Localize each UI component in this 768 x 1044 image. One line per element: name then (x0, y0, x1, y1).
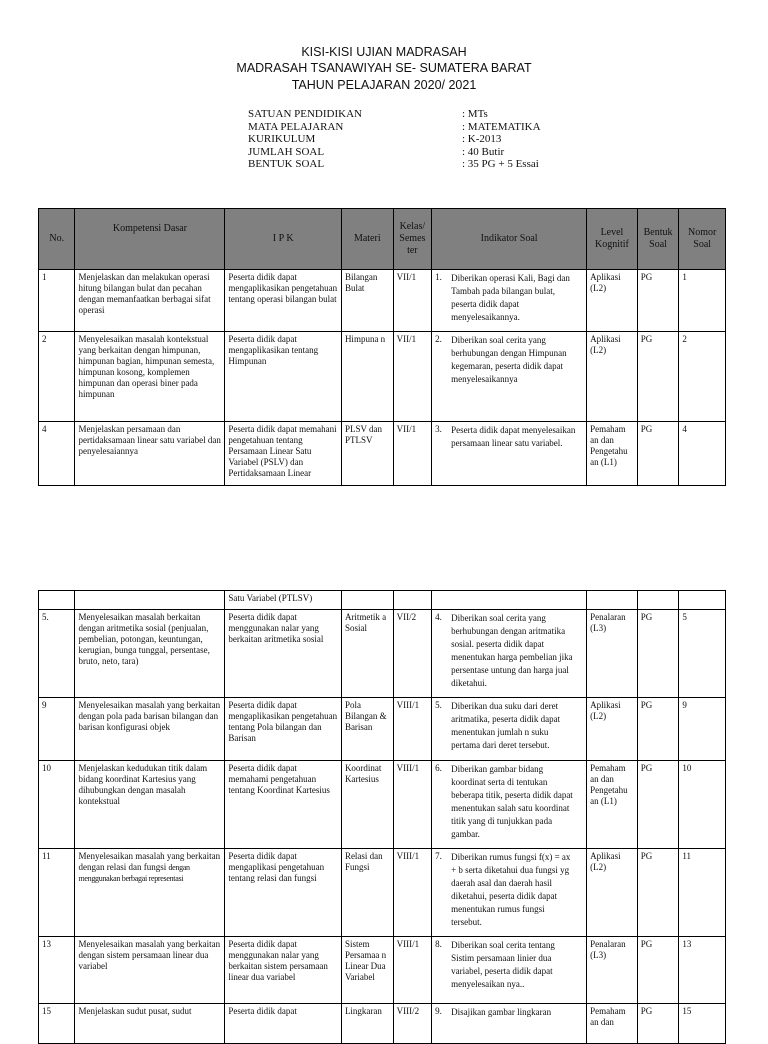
cell-kelas: VII/2 (393, 610, 432, 698)
indicator-text: Diberikan soal cerita yang berhubungan dengan aritmatika sosial. peserta didik dapat menentukan harga pembelian jika persentase untung dan harga jual diketahui. (451, 613, 573, 688)
cell-level: Aplikasi (L2) (587, 698, 638, 761)
cell-bentuk: PG (637, 422, 679, 486)
indicator-number: 5. (435, 700, 442, 710)
info-value: : MTs (462, 108, 488, 120)
cell-no: 15 (39, 1004, 75, 1044)
cell-nomor: 11 (679, 849, 726, 937)
cell-bentuk: PG (637, 698, 679, 761)
cell-ipk: Peserta didik dapat mengaplikasikan pengetahuan tentang Pola bilangan dan Barisan (225, 698, 342, 761)
col-header-indikator: Indikator Soal (432, 209, 587, 270)
cell-indikator (432, 937, 587, 1004)
info-value: : K-2013 (462, 133, 502, 145)
cell-level: Pemaham an dan (587, 1004, 638, 1044)
cell-level: Penalaran (L3) (587, 610, 638, 698)
cell-kelas: VIII/1 (393, 849, 432, 937)
indicator-text: Diberikan soal cerita yang berhubungan dengan Himpunan kegemaran, peserta didik dapat menyelesaikannya (451, 335, 567, 384)
cell-materi: Pola Bilangan & Barisan (341, 698, 393, 761)
cell-materi: Bilangan Bulat (341, 270, 393, 332)
col-header-ipk: I P K (225, 209, 342, 270)
indicator-number: 6. (435, 763, 442, 773)
cell-materi: Koordinat Kartesius (341, 761, 393, 849)
cell-bentuk: PG (637, 332, 679, 422)
cell-kd: Menyelesaikan masalah yang berkaitan dengan sistem persamaan linear dua variabel (75, 937, 225, 1004)
indicator-text: Peserta didik dapat menyelesaikan persamaan linear satu variabel. (451, 425, 576, 448)
cell-indikator (432, 422, 587, 486)
cell-no: 2 (39, 332, 75, 422)
info-label: SATUAN PENDIDIKAN (248, 108, 362, 120)
kd-text: Menyelesaikan masalah yang berkaitan dengan relasi dan fungsi (78, 851, 221, 872)
cell-nomor: 13 (679, 937, 726, 1004)
indicator-number: 7. (435, 851, 442, 861)
indicator-number: 3. (435, 424, 442, 434)
cell-level (587, 591, 638, 610)
cell-level: Penalaran (L3) (587, 937, 638, 1004)
table-row (39, 270, 726, 332)
cell-indikator (432, 610, 587, 698)
cell-bentuk: PG (637, 270, 679, 332)
cell-nomor (679, 591, 726, 610)
cell-no: 4 (39, 422, 75, 486)
cell-ipk: Satu Variabel (PTLSV) (225, 591, 342, 610)
cell-bentuk (637, 591, 679, 610)
info-label: KURIKULUM (248, 133, 316, 145)
indicator-text: Diberikan gambar bidang koordinat serta di tentukan beberapa titik, peserta didik dapat menentukan salah satu koordinat titik yang di tunjukkan pada gambar. (451, 764, 573, 839)
cell-indikator (432, 698, 587, 761)
table-row (39, 849, 726, 937)
cell-nomor: 4 (679, 422, 726, 486)
cell-ipk: Peserta didik dapat mengaplikasi pengetahuan tentang relasi dan fungsi (225, 849, 342, 937)
cell-kd: Menyelesaikan masalah berkaitan dengan aritmetika sosial (penjualan, pembelian, potongan, keuntungan, kerugian, bunga tunggal, persentase, bruto, neto, tara) (75, 610, 225, 698)
cell-ipk: Peserta didik dapat menggunakan nalar yang berkaitan sistem persamaan linear dua variabel (225, 937, 342, 1004)
col-header-nomor: Nomor Soal (679, 209, 726, 270)
table-row (39, 422, 726, 486)
cell-kd: Menjelaskan sudut pusat, sudut (75, 1004, 225, 1044)
indicator-number: 4. (435, 612, 442, 622)
cell-nomor: 15 (679, 1004, 726, 1044)
cell-nomor: 1 (679, 270, 726, 332)
cell-kelas: VIII/2 (393, 1004, 432, 1044)
table-row (39, 937, 726, 1004)
info-label: JUMLAH SOAL (248, 146, 325, 158)
doc-subtitle: MADRASAH TSANAWIYAH SE- SUMATERA BARAT (236, 61, 532, 75)
col-header-no: No. (39, 209, 75, 270)
cell-kd: Menjelaskan dan melakukan operasi hitung bilangan bulat dan pecahan dengan memanfaatkan berbagai sifat operasi (75, 270, 225, 332)
cell-ipk: Peserta didik dapat memahami pengetahuan tentang Koordinat Kartesius (225, 761, 342, 849)
cell-bentuk: PG (637, 1004, 679, 1044)
table-row (39, 698, 726, 761)
continuation-row (39, 591, 726, 610)
info-value: : 35 PG + 5 Essai (462, 158, 539, 170)
cell-materi: Relasi dan Fungsi (341, 849, 393, 937)
cell-materi (341, 591, 393, 610)
cell-kelas: VII/1 (393, 332, 432, 422)
cell-kd (75, 591, 225, 610)
doc-year: TAHUN PELAJARAN 2020/ 2021 (291, 78, 477, 92)
cell-materi: Aritmetik a Sosial (341, 610, 393, 698)
table-row (39, 610, 726, 698)
col-header-bentuk: Bentuk Soal (637, 209, 679, 270)
cell-level: Aplikasi (L2) (587, 332, 638, 422)
cell-level: Aplikasi (L2) (587, 849, 638, 937)
cell-ipk: Peserta didik dapat memahani pengetahuan tentang Persamaan Linear Satu Variabel (PSLV) dan Pertidaksamaan Linear (225, 422, 342, 486)
cell-kd: Menyelesaikan masalah kontekstual yang berkaitan dengan himpunan, himpunan bagian, himpunan semesta, himpunan kosong, komplemen himpunan dan operasi biner pada himpunan (75, 332, 225, 422)
kd-text-condensed: dengan menggunakan berbagai representasi (78, 863, 190, 883)
cell-ipk: Peserta didik dapat menggunakan nalar yang berkaitan aritmetika sosial (225, 610, 342, 698)
indicator-number: 2. (435, 334, 442, 344)
cell-indikator (432, 270, 587, 332)
cell-nomor: 2 (679, 332, 726, 422)
indicator-text: Diberikan rumus fungsi f(x) = ax + b serta diketahui dua fungsi yg daerah asal dan daerah hasil diketahui, peserta didik dapat menentukan rumus fungsi tersebut. (451, 852, 571, 927)
col-header-kelas: Kelas/ Semes ter (393, 209, 432, 270)
cell-kelas: VIII/1 (393, 698, 432, 761)
cell-kd (75, 849, 225, 937)
cell-materi: PLSV dan PTLSV (341, 422, 393, 486)
cell-materi: Sistem Persamaa n Linear Dua Variabel (341, 937, 393, 1004)
doc-title: KISI-KISI UJIAN MADRASAH (301, 45, 467, 59)
indicator-text: Diberikan dua suku dari deret aritmatika, peserta didik dapat menentukan jumlah n suku pertama dari deret tersebut. (451, 701, 561, 750)
cell-kd: Menyelesaikan masalah yang berkaitan dengan pola pada barisan bilangan dan barisan konfigurasi objek (75, 698, 225, 761)
cell-ipk: Peserta didik dapat (225, 1004, 342, 1044)
cell-bentuk: PG (637, 761, 679, 849)
table-row (39, 761, 726, 849)
cell-kelas: VIII/1 (393, 761, 432, 849)
cell-no: 9 (39, 698, 75, 761)
kisi-table-page2 (38, 590, 726, 1044)
cell-no: 10 (39, 761, 75, 849)
cell-no: 5. (39, 610, 75, 698)
cell-kelas: VII/1 (393, 422, 432, 486)
cell-level: Pemaham an dan Pengetahu an (L1) (587, 761, 638, 849)
cell-no (39, 591, 75, 610)
col-header-level: Level Kognitif (587, 209, 638, 270)
info-value: : 40 Butir (462, 146, 505, 158)
cell-kelas: VIII/1 (393, 937, 432, 1004)
indicator-text: Disajikan gambar lingkaran (451, 1007, 552, 1017)
cell-bentuk: PG (637, 610, 679, 698)
cell-materi: Lingkaran (341, 1004, 393, 1044)
info-value: : MATEMATIKA (462, 121, 541, 133)
col-header-kd: Kompetensi Dasar (75, 209, 225, 270)
cell-indikator (432, 591, 587, 610)
cell-kelas: VII/1 (393, 270, 432, 332)
cell-level: Aplikasi (L2) (587, 270, 638, 332)
cell-kelas (393, 591, 432, 610)
indicator-number: 8. (435, 939, 442, 949)
cell-nomor: 9 (679, 698, 726, 761)
cell-nomor: 10 (679, 761, 726, 849)
cell-ipk: Peserta didik dapat mengaplikasikan pengetahuan tentang operasi bilangan bulat (225, 270, 342, 332)
cell-indikator (432, 849, 587, 937)
cell-no: 1 (39, 270, 75, 332)
kisi-table-page1 (38, 208, 726, 486)
indicator-text: Diberikan operasi Kali, Bagi dan Tambah pada bilangan bulat, peserta didik dapat menyelesaikannya. (451, 273, 570, 322)
col-header-materi: Materi (341, 209, 393, 270)
cell-kd: Menjelaskan kedudukan titik dalam bidang koordinat Kartesius yang dihubungkan dengan masalah kontekstual (75, 761, 225, 849)
cell-indikator (432, 761, 587, 849)
cell-ipk: Peserta didik dapat mengaplikasikan tentang Himpunan (225, 332, 342, 422)
indicator-number: 1. (435, 272, 442, 282)
cell-indikator (432, 332, 587, 422)
cell-nomor: 5 (679, 610, 726, 698)
table-row (39, 332, 726, 422)
cell-level: Pemaham an dan Pengetahu an (L1) (587, 422, 638, 486)
info-label: BENTUK SOAL (248, 158, 325, 170)
cell-kd: Menjelaskan persamaan dan pertidaksamaan linear satu variabel dan penyelesaiannya (75, 422, 225, 486)
indicator-number: 9. (435, 1006, 442, 1016)
cell-materi: Himpuna n (341, 332, 393, 422)
cell-bentuk: PG (637, 849, 679, 937)
cell-bentuk: PG (637, 937, 679, 1004)
info-label: MATA PELAJARAN (248, 121, 344, 133)
cell-no: 11 (39, 849, 75, 937)
indicator-text: Diberikan soal cerita tentang Sistim persamaan linier dua variabel, peserta didik dapat menyelesaikan nya.. (451, 940, 555, 989)
cell-no: 13 (39, 937, 75, 1004)
